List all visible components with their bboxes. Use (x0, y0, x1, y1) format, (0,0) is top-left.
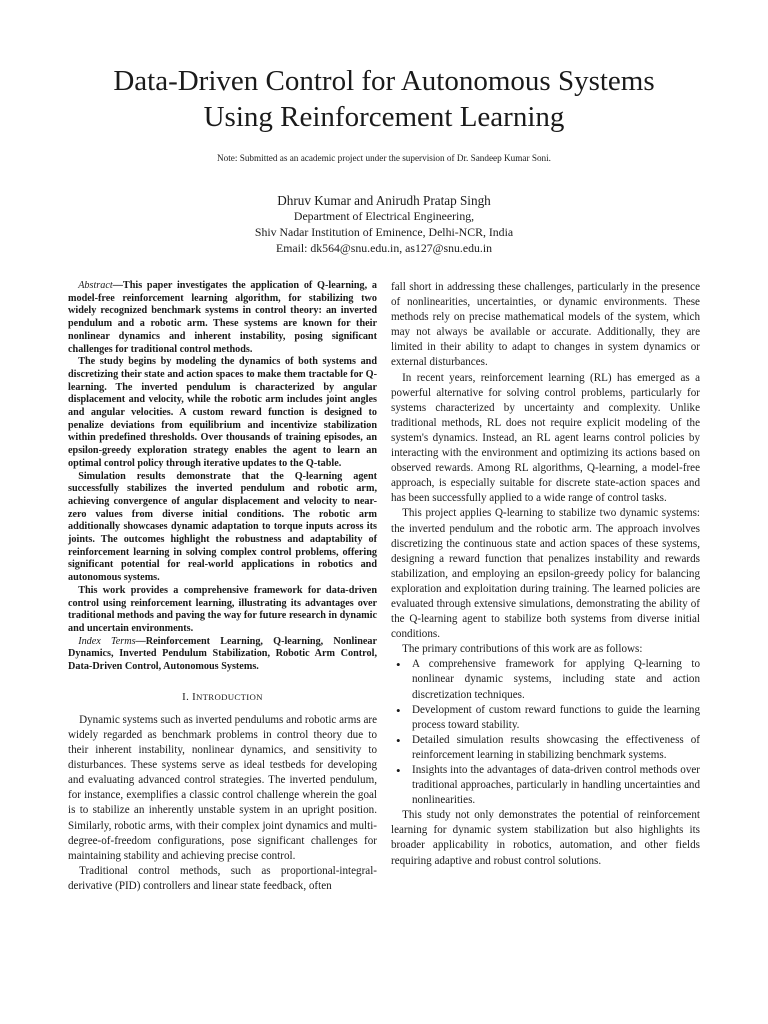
section-title-rest: NTRODUCTION (195, 691, 263, 702)
title-line-1: Data-Driven Control for Autonomous Systems (113, 65, 655, 97)
paper-title (0, 63, 768, 135)
intro-paragraph-2: Traditional control methods, such as proportional-integral-derivative (PID) controllers and linear state feedback, often (68, 864, 377, 892)
index-terms-label: Index Terms (78, 635, 136, 647)
abstract-text-1: —This paper investigates the application of Q-learning, a model-free reinforcement learning algorithm, for stabilizing two widely recognized benchmark systems in control theory: an inverted pendulum and a robotic arm. These systems are known for their nonlinear dynamics and inherent instability, posing significant challenges for traditional control methods. (68, 280, 377, 355)
affiliation-block (0, 208, 768, 256)
intro-paragraph-1: Dynamic systems such as inverted pendulums and robotic arms are widely regarded as benchmark problems in control theory due to their inherent instability, nonlinear dynamics, and sensitivity to disturbances. These systems serve as ideal testbeds for developing and evaluating advanced control strategies. The inverted pendulum, for instance, exemplifies a classic control challenge wherein the goal is to stabilize an inherently unstable system in an upright position. Similarly, robotic arms, with their complex joint dynamics and multi-degree-of-freedom configurations, pose significant challenges for maintaining stability and achieving precise control. (68, 713, 378, 862)
section-heading-introduction (68, 690, 377, 705)
left-column (68, 280, 377, 894)
index-terms (68, 636, 377, 674)
institution: Shiv Nadar Institution of Eminence, Delhi-NCR, India (254, 225, 514, 239)
right-column (391, 280, 700, 869)
abstract-paragraph-4: This work provides a comprehensive framework for data-driven control using reinforcement learning, illustrating its advantages over traditional methods and paving the way for future research in dynamic and uncertain environments. (68, 584, 377, 634)
right-paragraph-2: In recent years, reinforcement learning (RL) has emerged as a powerful alternative for solving control problems, particularly for systems characterized by uncertainty and complexity. Unlike traditional methods, RL does not require explicit modeling of the system's dynamics. Instead, an RL agent learns control policies by interacting with the environment and optimizing its actions based on observed rewards. Among RL algorithms, Q-learning, a model-free approach, is especially suitable for discrete state-action spaces and has been successfully applied to a wide range of control tasks. (391, 371, 700, 505)
abstract-paragraph-2: The study begins by modeling the dynamics of both systems and discretizing their state and action spaces to make them tractable for Q-learning. The inverted pendulum is characterized by angular displacement and velocity, while the robotic arm includes joint angles and angular velocities. A custom reward function is designed to penalize deviations from equilibrium and incentivize stabilization within predefined thresholds. Over thousands of training episodes, an epsilon-greedy exploration strategy enables the agent to learn an optimal control policy through iterative updates to the Q-table. (68, 356, 377, 469)
right-paragraph-5: This study not only demonstrates the potential of reinforcement learning for dynamic system stabilization but also highlights its broader applicability in robotics, automation, and other fields requiring adaptive and robust control solutions. (391, 809, 700, 867)
list-item: • Detailed simulation results showcasing the effectiveness of reinforcement learning in stabilizing benchmark systems. (391, 733, 700, 763)
email-line: Email: dk564@snu.edu.in, as127@snu.edu.in (275, 241, 493, 255)
list-item: • A comprehensive framework for applying Q-learning to nonlinear dynamic systems, including state and action discretization techniques. (391, 657, 700, 702)
abstract-paragraph-1 (68, 280, 377, 356)
section-numeral: I. I (182, 690, 196, 703)
right-paragraph-3: This project applies Q-learning to stabilize two dynamic systems: the inverted pendulum and the robotic arm. The approach involves discretizing the continuous state and action spaces of these systems, designing a reward function that penalizes instability and rewards stabilization, and employing an epsilon-greedy policy for balancing exploration and exploitation during training. The learned policies are evaluated through extensive simulations, demonstrating the ability of the Q-learning agent to stabilize both systems from diverse initial conditions. (391, 507, 700, 641)
department: Department of Electrical Engineering, (293, 209, 475, 223)
index-terms-text: —Reinforcement Learning, Q-learning, Nonlinear Dynamics, Inverted Pendulum Stabilization, Robotic Arm Control, Data-Driven Control, Autonomous Systems. (68, 635, 377, 673)
title-line-2: Using Reinforcement Learning (203, 101, 565, 133)
abstract-label: Abstract (78, 280, 113, 291)
abstract-paragraph-3: Simulation results demonstrate that the Q-learning agent successfully stabilizes the inverted pendulum and robotic arm, achieving convergence of angular displacement and velocity to near-zero values from diverse initial conditions. The robotic arm additionally showcases dynamic adaptation to torque inputs across its joints. The outcomes highlight the robustness and adaptability of reinforcement learning in solving complex control problems, offering significant potential for real-world applications in robotics and autonomous systems. (68, 470, 377, 584)
introduction-body (68, 713, 377, 894)
list-item: • Insights into the advantages of data-driven control methods over traditional approaches, particularly in handling uncertainties and nonlinearities. (391, 763, 700, 808)
contributions-list (391, 657, 700, 808)
right-paragraph-1: fall short in addressing these challenges, particularly in the presence of nonlinearities, uncertainties, or dynamic environments. These methods rely on precise mathematical models of the system, which may not always be available or accurate. Additionally, they are limited in their ability to adapt to changes in system dynamics or external disturbances. (391, 281, 700, 369)
abstract (68, 280, 377, 674)
author-names: Dhruv Kumar and Anirudh Pratap Singh (277, 193, 491, 208)
list-item: • Development of custom reward functions to guide the learning process toward stability. (391, 703, 700, 733)
submission-note: Note: Submitted as an academic project under the supervision of Dr. Sandeep Kumar Soni. (217, 153, 551, 163)
right-paragraph-4: The primary contributions of this work are as follows: (402, 643, 643, 656)
